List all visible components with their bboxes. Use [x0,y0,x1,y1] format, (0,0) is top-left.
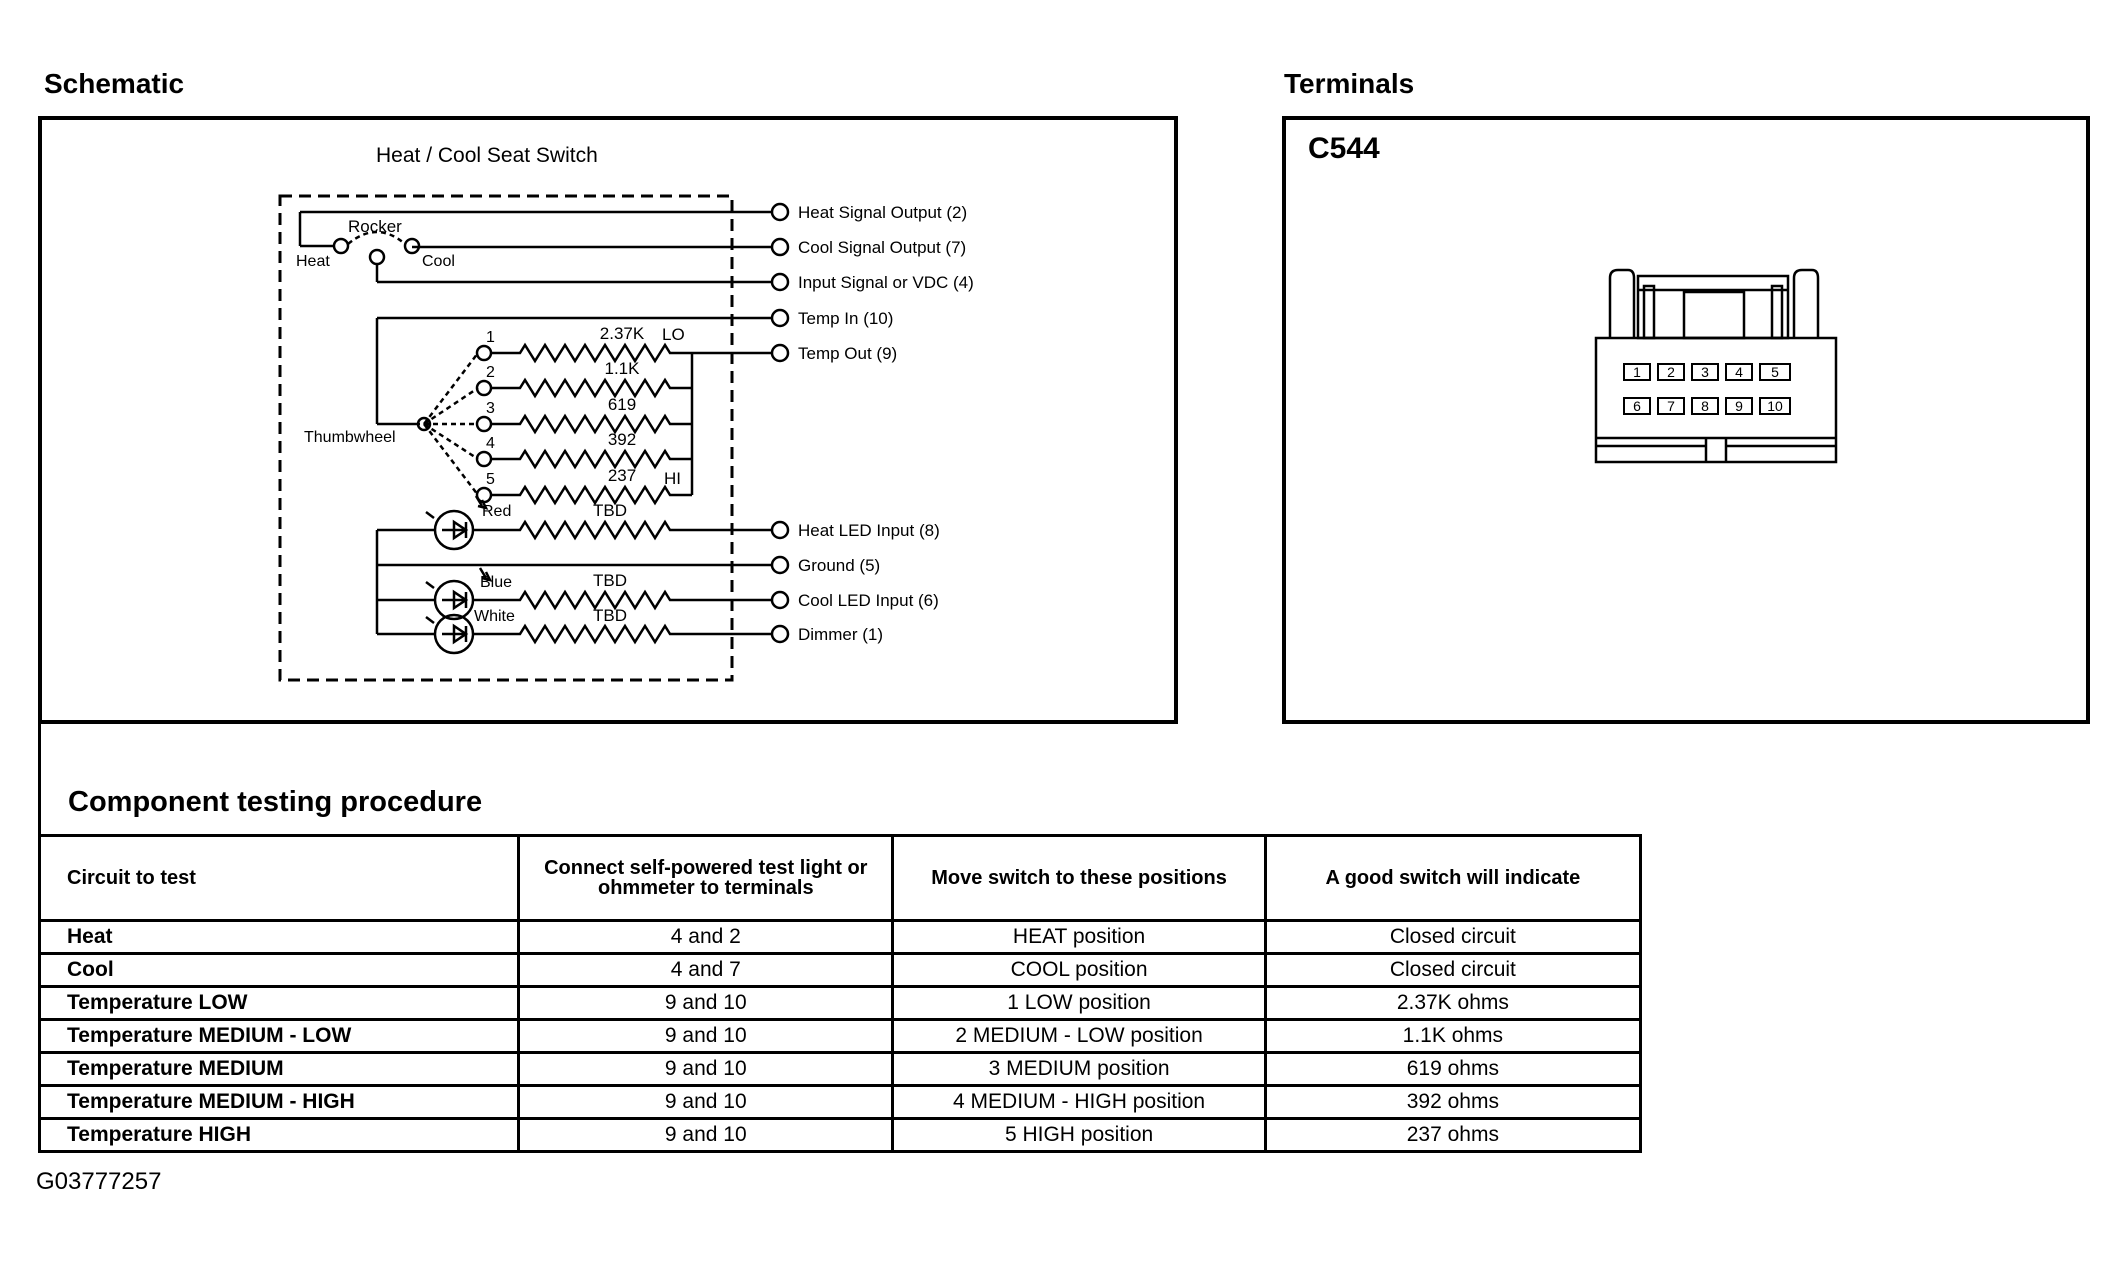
pin-9: 9 [1735,398,1743,414]
connector-body [1596,270,1836,462]
terminal-temp-out [772,345,788,361]
led-blue-value: TBD [593,571,627,590]
result-cell: Closed circuit [1265,954,1640,987]
position-cell: 2 MEDIUM - LOW position [893,1020,1265,1053]
terminal-label-heat-signal: Heat Signal Output (2) [798,203,968,222]
led-white-value: TBD [593,606,627,625]
column-header: Move switch to these positions [893,836,1265,921]
rocker-label: Rocker [348,217,402,236]
circuit-cell: Cool [40,954,519,987]
circuit-cell: Heat [40,921,519,954]
terminals-cell: 4 and 2 [519,921,893,954]
terminals-cell: 9 and 10 [519,1119,893,1152]
table-row [40,921,1641,954]
circuit-cell: Temperature LOW [40,987,519,1020]
result-cell: 2.37K ohms [1265,987,1640,1020]
table-row [40,1086,1641,1119]
position-1-contact [477,346,491,360]
pin-3: 3 [1701,364,1709,380]
circuit-cell: Temperature HIGH [40,1119,519,1152]
table-row [40,1020,1641,1053]
terminal-label-dimmer: Dimmer (1) [798,625,883,644]
pin-1: 1 [1633,364,1641,380]
column-header: A good switch will indicate [1265,836,1640,921]
circuit-cell: Temperature MEDIUM - HIGH [40,1086,519,1119]
pin-2: 2 [1667,364,1675,380]
terminal-label-ground: Ground (5) [798,556,881,575]
terminal-label-cool-signal: Cool Signal Output (7) [798,238,967,257]
pin-7: 7 [1667,398,1675,414]
terminals-cell: 4 and 7 [519,954,893,987]
resistor-4-value: 392 [607,430,637,449]
terminals-cell: 9 and 10 [519,1086,893,1119]
position-2-number: 2 [486,364,495,381]
led-white-resistor [473,626,772,642]
terminals-cell: 9 and 10 [519,1053,893,1086]
switch-title: Heat / Cool Seat Switch [376,144,598,167]
table-row [40,987,1641,1020]
terminals-cell: 9 and 10 [519,987,893,1020]
result-cell: 237 ohms [1265,1119,1640,1152]
result-cell: 1.1K ohms [1265,1020,1640,1053]
lo-tag: LO [662,325,685,344]
terminal-heat-led [772,522,788,538]
pin-6: 6 [1633,398,1641,414]
result-cell: 619 ohms [1265,1053,1640,1086]
led-red-label: Red [482,503,512,520]
terminal-label-heat-led: Heat LED Input (8) [798,521,940,540]
figure-id: G03777257 [36,1168,162,1195]
result-cell: Closed circuit [1265,921,1640,954]
position-cell: 5 HIGH position [893,1119,1265,1152]
resistor-2-value: 1.1K [604,359,640,378]
pin-10: 10 [1767,398,1783,414]
position-cell: COOL position [893,954,1265,987]
connector-diagram [1286,120,2086,720]
column-header: Circuit to test [40,836,519,921]
terminals-heading: Terminals [1284,68,1415,99]
terminal-ground [772,557,788,573]
table-row [40,1119,1641,1152]
terminal-label-temp-out: Temp Out (9) [798,344,898,363]
thumbwheel-label: Thumbwheel [304,429,396,446]
resistor-5 [491,487,692,503]
result-cell: 392 ohms [1265,1086,1640,1119]
position-cell: 1 LOW position [893,987,1265,1020]
position-3-contact [477,417,491,431]
position-5-number: 5 [486,471,495,488]
terminal-input-signal [772,274,788,290]
rocker-heat-contact [334,239,348,253]
led-white-label: White [474,608,515,625]
rocker-common-contact [370,250,384,264]
heat-label: Heat [296,253,330,270]
resistor-3 [491,416,692,432]
table-row [40,1053,1641,1086]
resistor-1-value: 2.37K [599,324,645,343]
procedure-table [38,834,1642,1153]
resistor-4 [491,451,692,467]
led-red-value: TBD [593,501,627,520]
circuit-cell: Temperature MEDIUM - LOW [40,1020,519,1053]
position-cell: 3 MEDIUM position [893,1053,1265,1086]
terminals-panel [1282,116,2090,724]
procedure-frame [38,724,41,836]
position-3-number: 3 [486,400,495,417]
terminals-cell: 9 and 10 [519,1020,893,1053]
circuit-cell: Temperature MEDIUM [40,1053,519,1086]
led-blue-label: Blue [480,574,513,591]
terminal-label-input-signal: Input Signal or VDC (4) [798,273,974,292]
resistor-5-value: 237 [607,466,637,485]
schematic-panel [38,116,1178,724]
terminal-label-cool-led: Cool LED Input (6) [798,591,939,610]
terminal-label-temp-in: Temp In (10) [798,309,894,328]
procedure-title: Component testing procedure [68,786,483,818]
position-cell: HEAT position [893,921,1265,954]
terminal-heat-signal [772,204,788,220]
resistor-2 [491,380,692,396]
cool-label: Cool [422,253,455,270]
column-header: Connect self-powered test light or ohmmeter to terminals [519,836,893,921]
resistor-1 [491,345,692,361]
terminal-cool-signal [772,239,788,255]
terminal-temp-in [772,310,788,326]
pin-8: 8 [1701,398,1709,414]
schematic-diagram [42,120,1174,720]
thumbwheel-wiper [424,353,478,495]
schematic-heading: Schematic [44,68,185,99]
position-4-number: 4 [486,435,495,452]
hi-tag: HI [664,469,681,488]
terminal-cool-led [772,592,788,608]
table-header-row [40,836,1641,921]
pin-5: 5 [1771,364,1779,380]
led-red-resistor [473,522,772,538]
position-1-number: 1 [486,329,495,346]
resistor-3-value: 619 [607,395,637,414]
pin-4: 4 [1735,364,1743,380]
connector-id: C544 [1308,132,1380,165]
position-4-contact [477,452,491,466]
terminal-dimmer [772,626,788,642]
position-2-contact [477,381,491,395]
table-row [40,954,1641,987]
position-cell: 4 MEDIUM - HIGH position [893,1086,1265,1119]
